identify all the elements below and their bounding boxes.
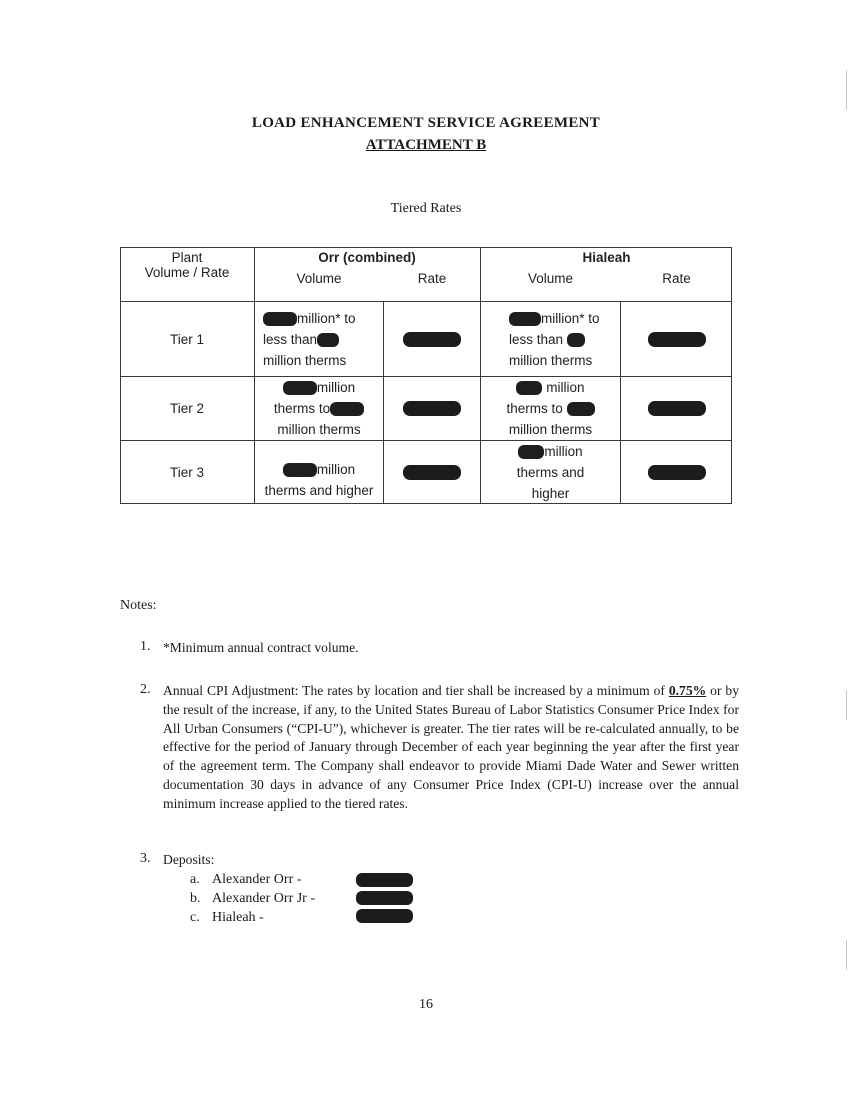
table-row [120, 377, 254, 440]
redaction-bar [317, 333, 339, 347]
volume-text: therms and [516, 464, 585, 480]
orr-volume-cell [255, 302, 383, 376]
tier-label: Tier 1 [169, 331, 204, 347]
scan-edge-mark [846, 690, 847, 720]
hialeah-rate-cell [621, 302, 732, 376]
note-text: Annual CPI Adjustment: The rates by location and tier shall be increased by a minimum of [163, 683, 669, 698]
redaction-bar [509, 312, 541, 326]
hialeah-rate-header: Rate [662, 271, 691, 286]
volume-text: million [316, 380, 356, 395]
table-heading: Tiered Rates [390, 201, 462, 216]
volume-text: million [544, 443, 583, 459]
redaction-bar [567, 402, 595, 416]
redaction-bar [403, 332, 461, 347]
hialeah-volume-cell [481, 441, 620, 503]
redaction-bar [356, 909, 413, 923]
volume-text: therms to [273, 401, 331, 416]
hialeah-volume-cell [481, 302, 620, 376]
scan-edge-mark [846, 940, 847, 970]
note-cpi-adjustment [163, 682, 739, 814]
document-title: LOAD ENHANCEMENT SERVICE AGREEMENT [251, 115, 601, 131]
note-number: 2. [140, 682, 151, 697]
orr-volume-cell [255, 441, 383, 503]
redaction-bar [648, 401, 706, 416]
orr-rate-header: Rate [417, 271, 447, 286]
redaction-bar [403, 465, 461, 480]
page-number: 16 [419, 997, 433, 1012]
note-text: *Minimum annual contract volume. [163, 640, 359, 655]
note-number: 3. [140, 851, 151, 866]
volume-text: million therms [263, 352, 347, 368]
deposit-letter: c. [190, 910, 200, 925]
plant-header-line2: Volume / Rate [144, 265, 230, 280]
orr-header: Orr (combined) [318, 250, 416, 265]
volume-text: million therms [508, 422, 593, 437]
tiered-rates-table [120, 247, 732, 504]
volume-text: million* to [297, 310, 356, 326]
hialeah-volume-header: Volume [527, 271, 574, 286]
table-border-top [120, 247, 732, 248]
plant-header [120, 250, 254, 280]
volume-text: million [316, 462, 356, 477]
redaction-bar [330, 402, 364, 416]
plant-header-line1: Plant [171, 250, 203, 265]
table-row [120, 441, 254, 503]
redaction-bar [263, 312, 297, 326]
redaction-bar [648, 465, 706, 480]
orr-rate-cell [384, 441, 480, 503]
table-border-bottom [120, 503, 732, 504]
volume-text: less than [263, 331, 318, 347]
orr-rate-cell [384, 302, 480, 376]
note-number: 1. [140, 639, 151, 654]
deposit-name: Alexander Orr Jr - [212, 891, 316, 906]
deposit-letter: a. [190, 872, 200, 887]
volume-text: therms to [506, 401, 563, 416]
volume-text: million therms [509, 352, 593, 368]
orr-volume-cell [255, 377, 383, 440]
redaction-bar [518, 445, 544, 459]
tier-label: Tier 2 [169, 401, 204, 416]
table-row [120, 302, 254, 376]
redaction-bar [516, 381, 542, 395]
redaction-bar [403, 401, 461, 416]
redaction-bar [567, 333, 585, 347]
volume-text: million [546, 380, 585, 395]
redaction-bar [356, 873, 413, 887]
volume-text: therms and higher [264, 483, 374, 498]
deposit-name: Alexander Orr - [212, 872, 302, 887]
deposit-name: Hialeah - [212, 910, 264, 925]
deposit-letter: b. [190, 891, 201, 906]
orr-rate-cell [384, 377, 480, 440]
redaction-bar [283, 463, 317, 477]
note-text: Deposits: [163, 852, 215, 867]
volume-text: higher [531, 485, 570, 501]
scan-edge-mark [846, 70, 847, 110]
document-subtitle: ATTACHMENT B [365, 137, 487, 153]
cpi-minimum-percent: 0.75% [668, 683, 707, 698]
hialeah-rate-cell [621, 441, 732, 503]
hialeah-volume-cell [481, 377, 620, 440]
notes-label: Notes: [120, 598, 157, 613]
hialeah-header: Hialeah [582, 250, 631, 265]
volume-text: less than [509, 331, 564, 347]
volume-text: million* to [541, 310, 600, 326]
orr-volume-header: Volume [296, 271, 342, 286]
redaction-bar [283, 381, 317, 395]
hialeah-rate-cell [621, 377, 732, 440]
note-text: or by the result of the increase, if any, to the United States Bureau of Labor Statistics Consumer Price Index for All Urban Consumers (“CPI-U”), whichever is greater. The tier rates will be re-calculated annually, to be effective for the period of January through December of each year beginning the year after the first year of the agreement term. The Company shall endeavor to provide Miami Dade Water and Sewer written documentation 30 days in advance of any Consumer Price Index (CPI-U) increase over the annual minimum increase applied to the tiered rates. [163, 683, 739, 811]
redaction-bar [648, 332, 706, 347]
tier-label: Tier 3 [169, 464, 204, 480]
redaction-bar [356, 891, 413, 905]
volume-text: million therms [277, 422, 361, 437]
